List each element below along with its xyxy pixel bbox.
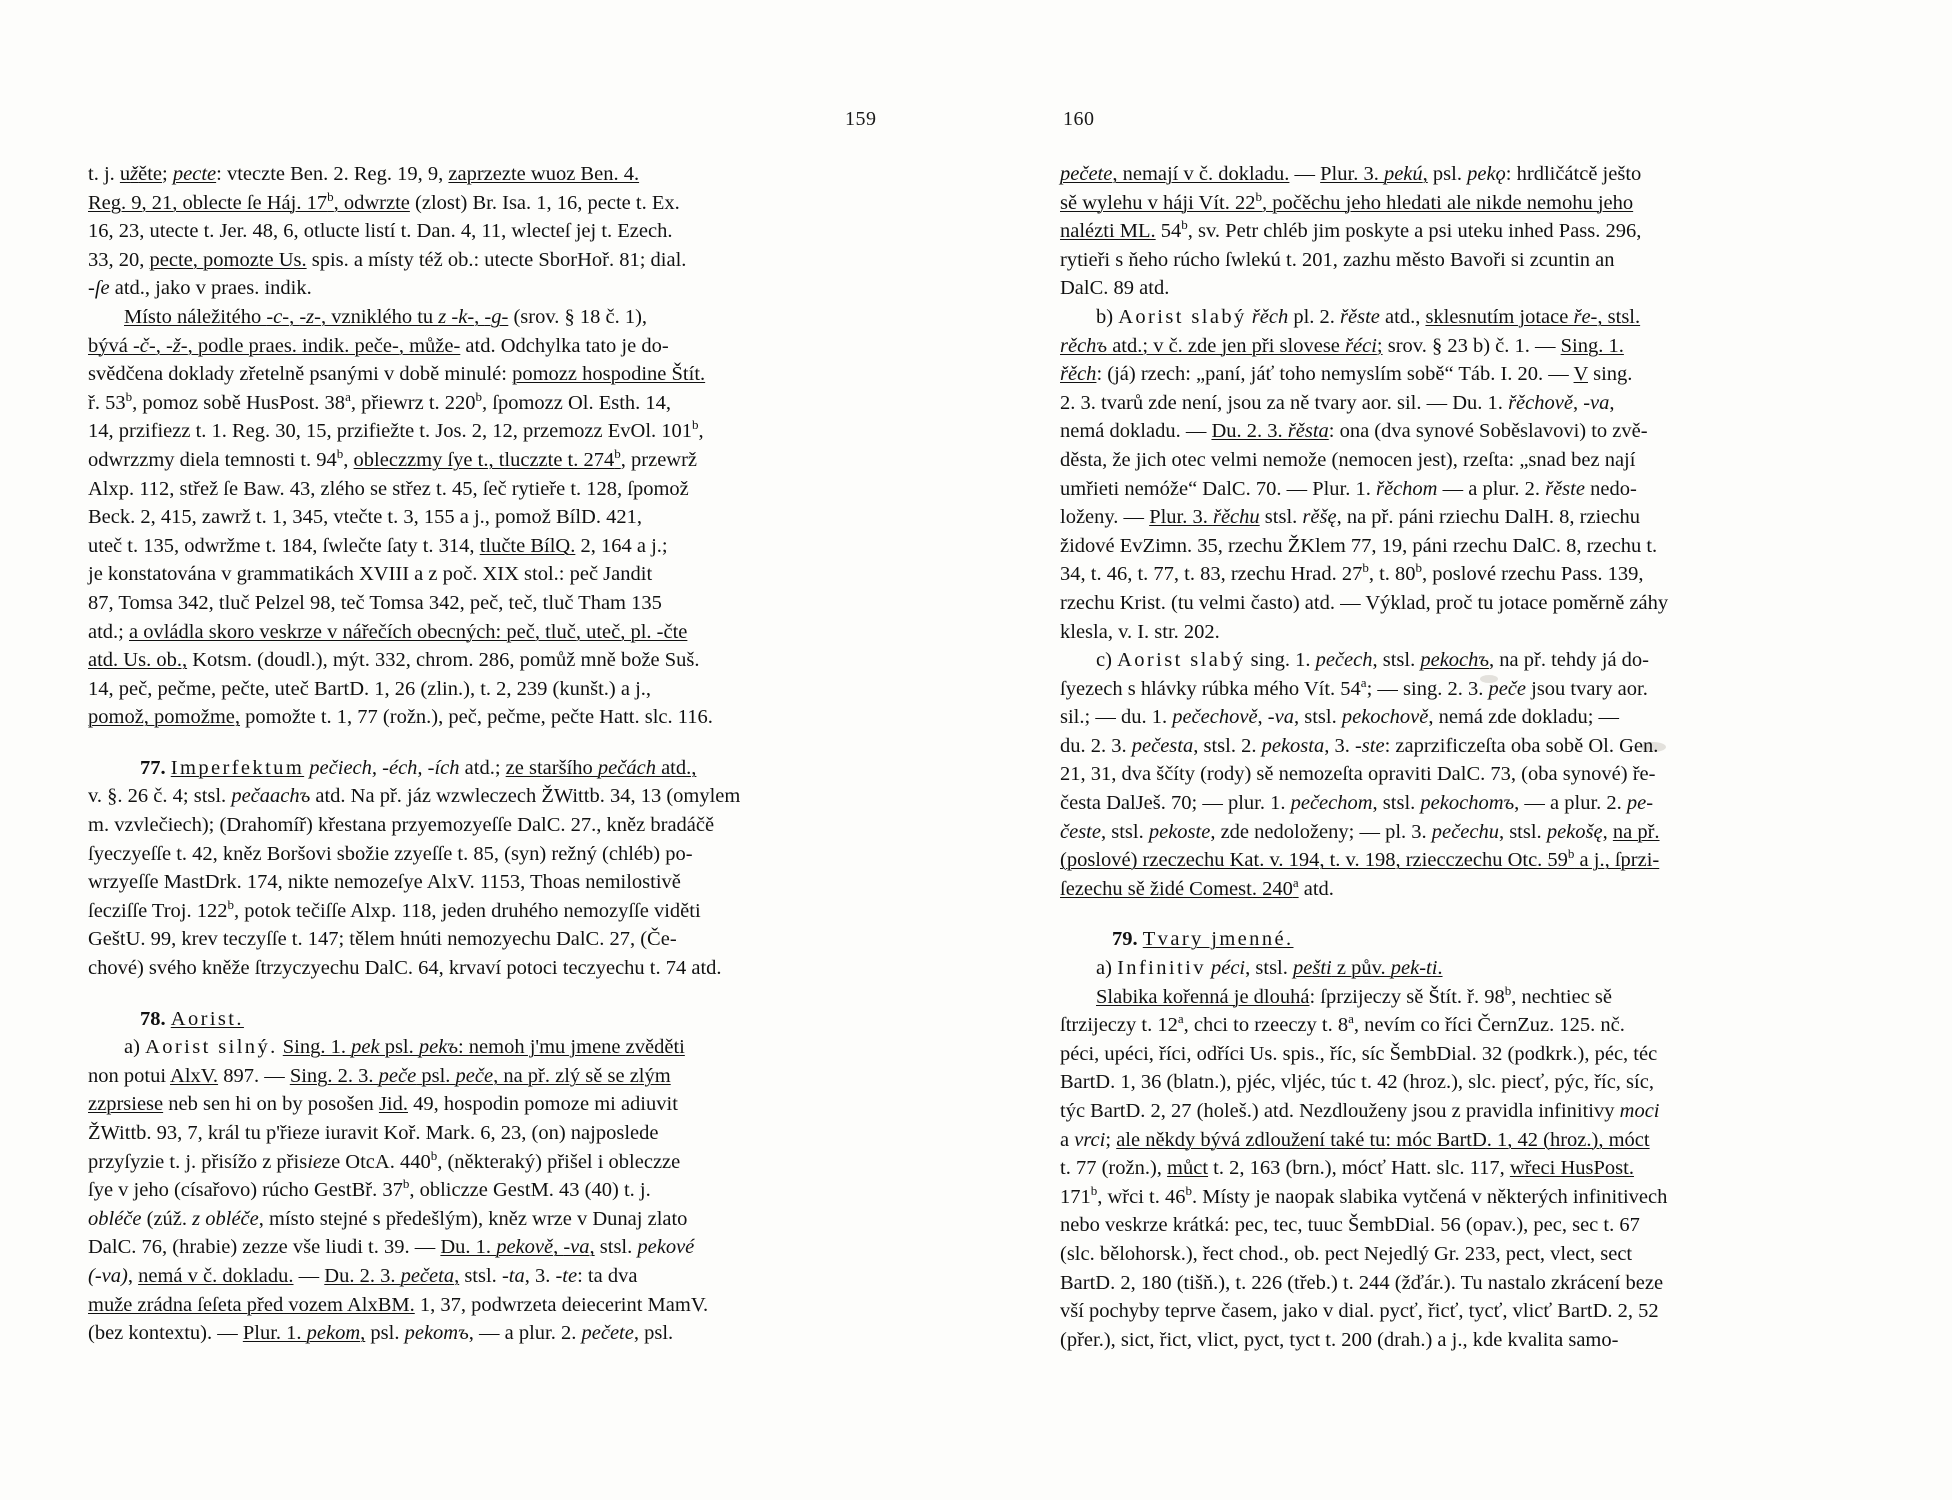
text-line: pečete, nemají v č. dokladu. — Plur. 3. pekú, psl. pekǫ: hrdličátcě ješto [1060, 163, 1642, 185]
text-line: svědčena doklady zřetelně psanými v době minulé: pomozz hospodine Štít. [88, 363, 706, 386]
section-heading: 77. Imperfektum pečiech, -éch, -ích atd.; ze staršího pečách atd., [140, 756, 697, 779]
text-line: v. §. 26 č. 4; stsl. pečaachъ atd. Na př. jáz wzwleczech ŽWittb. 34, 13 (omylem [88, 785, 741, 808]
text-line: česta DalJeš. 70; — plur. 1. pečechom, stsl. pekochomъ, — a plur. 2. pe- [1060, 792, 1654, 815]
text-line: wrzyeſſe MastDrk. 174, nikte nemozeſye AlxV. 1153, Thoas nemilostivě [88, 871, 681, 894]
text-line: ſye v jeho (císařovo) rúcho GestBř. 37$^b$, obliczze GestM. 43 (40) t. j. [88, 1176, 651, 1202]
text-line: -ſe atd., jako v praes. indik. [88, 277, 312, 300]
text-line: 171$^b$, wřci t. 46$^b$. Místy je naopak slabika vytčená v některých infinitivech [1060, 1182, 1668, 1208]
text-line: Beck. 2, 415, zawrž t. 1, 345, vtečte t. 3, 155 a j., pomož BílD. 421, [88, 506, 642, 529]
subsection-heading: c) Aorist slabý sing. 1. pečech, stsl. pekochъ, na př. tehdy já do- [1096, 649, 1649, 672]
text-line: (bez kontextu). — Plur. 1. pekom, psl. pekomъ, — a plur. 2. pečete, psl. [88, 1322, 674, 1345]
text-line: týc BartD. 2, 27 (holeš.) atd. Nezdlouženy jsou z pravidla infinitivy moci [1060, 1100, 1660, 1122]
folio-number-left: 159 [845, 108, 877, 130]
text-line: (přer.), sict, řict, vlict, pyct, tyct t. 200 (drah.) a j., kde kvalita samo- [1060, 1328, 1619, 1351]
text-line: bývá -č-, -ž-, podle praes. indik. peče-, může- atd. Odchylka tato je do- [88, 334, 669, 357]
text-line: non potui AlxV. 897. — Sing. 2. 3. peče psl. peče, na př. zlý sě se zlým [88, 1064, 671, 1087]
text-line: 14, przifiezz t. 1. Reg. 30, 15, przifiežte t. Jos. 2, 12, przemozz EvOl. 101$^b$, [88, 417, 704, 443]
text-line: m. vzvlečiech); (Drahomíř) křestana przyemozyeſſe DalC. 27., kněz bradáčě [88, 814, 715, 837]
text-line: rzechu Krist. (tu velmi často) atd. — Výklad, proč tu jotace poměrně záhy [1060, 591, 1669, 614]
right-text-column [1060, 160, 1850, 1354]
text-line: sě wylehu v háji Vít. 22$^b$, počěchu jeho hledati ale nikde nemohu jeho [1060, 188, 1634, 214]
text-line: ſyeczyeſſe t. 42, kněz Boršovi sbožie zzyeſſe t. 85, (syn) režný (chléb) po- [88, 842, 693, 865]
text-line: DalC. 76, (hrabie) zezze vše liudi t. 39. — Du. 1. pekově, -va, stsl. pekové [88, 1236, 695, 1259]
paragraph-block [88, 160, 878, 303]
text-line: sil.; — du. 1. pečechově, -va, stsl. pekochově, nemá zde dokladu; — [1060, 706, 1620, 729]
text-line: 21, 31, dva ščíty (rody) sě nemozeſta opraviti DalC. 73, (oba synové) ře- [1060, 763, 1656, 786]
text-line: obléče (zúž. z obléče, místo stejné s předešlým), kněz wrze v Dunaj zlato [88, 1207, 688, 1230]
text-line: atd. Us. ob., Kotsm. (doudl.), mýt. 332, chrom. 286, pomůž mně bože Suš. [88, 649, 700, 672]
text-line: atd.; a ovládla skoro veskrze v nářečích obecných: peč, tluč, uteč, pl. -čte [88, 620, 688, 643]
text-line: vší pochyby teprve časem, jako v dial. pycť, řicť, tycť, vlicť BartD. 2, 52 [1060, 1300, 1659, 1323]
text-line: 87, Tomsa 342, tluč Pelzel 98, teč Tomsa 342, peč, teč, tluč Tham 135 [88, 591, 662, 614]
text-line: 16, 23, utecte t. Jer. 48, 6, otlucte listí t. Dan. 4, 11, wlecteſ jej t. Ezech. [88, 220, 673, 243]
section-77 [88, 754, 878, 983]
text-line: Reg. 9, 21, oblecte ſe Háj. 17$^b$, odwrzte (zlost) Br. Isa. 1, 16, pecte t. Ex. [88, 188, 680, 214]
section-78 [88, 1005, 878, 1348]
text-line: a vrci; ale někdy bývá zdloužení také tu: móc BartD. 1, 42 (hroz.), móct [1060, 1128, 1650, 1151]
text-line: przyſyzie t. j. přisížo z přisieze OtcA. 440$^b$, (některaký) přišel i obleczze [88, 1147, 681, 1173]
text-line: t. 77 (rožn.), můct t. 2, 163 (brn.), mócť Hatt. slc. 117, wřeci HusPost. [1060, 1157, 1634, 1180]
subsection-b [1060, 303, 1850, 646]
text-line: BartD. 1, 36 (blatn.), pjéc, vljéc, túc t. 42 (hroz.), slc. piecť, pýc, říc, síc, [1060, 1071, 1654, 1094]
text-line: (slc. bělohorsk.), řect chod., ob. pect Nejedlý Gr. 233, pect, vlect, sect [1060, 1242, 1633, 1265]
section-79 [1060, 925, 1850, 1354]
text-line: Místo náležitého -c-, -z-, vzniklého tu z -k-, -g- (srov. § 18 č. 1), [124, 305, 648, 328]
text-line: rytieři s ňeho rúcho ſwlekú t. 201, zazhu město Bavoři si zcuntin an [1060, 248, 1615, 271]
text-line: (poslové) rzeczechu Kat. v. 194, t. v. 198, rziecczechu Otc. 59$^b$ a j., ſprzi- [1060, 846, 1660, 872]
text-line: 2. 3. tvarů zde není, jsou za ně tvary aor. sil. — Du. 1. řěchově, -va, [1060, 391, 1615, 414]
text-line: GeštU. 99, krev teczyſſe t. 147; tělem hnúti nemozyechu DalC. 27, (Če- [88, 928, 677, 951]
section-heading: 78. Aorist. [140, 1007, 244, 1030]
text-line: česte, stsl. pekoste, zde nedoloženy; — pl. 3. pečechu, stsl. pekošę, na př. [1060, 820, 1660, 843]
text-line: loženy. — Plur. 3. řěchu stsl. rěšę, na př. páni rziechu DalH. 8, rziechu [1060, 506, 1640, 529]
text-line: řěch: (já) rzech: „paní, jáť toho nemyslím sobě“ Táb. I. 20. — V sing. [1060, 363, 1633, 386]
text-line: pomož, pomožme, pomožte t. 1, 77 (rožn.), peč, pečme, pečte Hatt. slc. 116. [88, 706, 713, 729]
text-line: ſecziſſe Troj. 122$^b$, potok tečiſſe Alxp. 118, jeden druhého nemozyſſe viděti [88, 897, 701, 922]
text-line: ř. 53$^b$, pomoz sobě HusPost. 38$^a$, přiewrz t. 220$^b$, ſpomozz Ol. Esth. 14, [88, 388, 672, 414]
text-line: klesla, v. I. str. 202. [1060, 620, 1220, 643]
text-line: muže zrádna ſeſeta před vozem AlxBM. 1, 37, podwrzeta deiecerint MamV. [88, 1293, 709, 1316]
text-line: Slabika kořenná je dlouhá: ſprzijeczy sě Štít. ř. 98$^b$, nechtiec sě [1096, 982, 1613, 1008]
text-line: 14, peč, pečme, pečte, uteč BartD. 1, 26 (zlin.), t. 2, 239 (kunšt.) a j., [88, 677, 652, 700]
text-line: nemá dokladu. — Du. 2. 3. řěsta: ona (dva synové Soběslavovi) to zvě- [1060, 420, 1648, 443]
text-line: Alxp. 112, střež ſe Baw. 43, zlého se střez t. 45, ſeč rytieře t. 128, ſpomož [88, 477, 689, 500]
text-line: ſyezech s hlávky rúbka mého Vít. 54$^a$; — sing. 2. 3. peče jsou tvary aor. [1060, 674, 1648, 700]
text-line: nebo veskrze krátká: pec, tec, tuuc ŠembDial. 56 (opav.), pec, sec t. 67 [1060, 1214, 1640, 1237]
paragraph-block [1060, 160, 1850, 303]
text-line: židové EvZimn. 35, rzechu ŽKlem 77, 19, páni rzechu DalC. 8, rzechu t. [1060, 534, 1658, 557]
text-line: t. j. užěte; pecte: vteczte Ben. 2. Reg. 19, 9, zaprzezte wuoz Ben. 4. [88, 163, 640, 185]
text-line: děsta, že jich otec velmi nemože (nemocen jest), rzeſta: „snad bez nají [1060, 448, 1636, 471]
text-line: 33, 20, pecte, pomozte Us. spis. a místy též ob.: utecte SborHoř. 81; dial. [88, 248, 687, 271]
text-line: ſezechu sě židé Comest. 240$^a$ atd. [1060, 875, 1334, 900]
subsection-heading: a) Aorist silný. Sing. 1. pek psl. pekъ: nemoh j'mu jmene zvěděti [124, 1036, 685, 1059]
folio-row [0, 108, 1952, 136]
text-line: du. 2. 3. pečesta, stsl. 2. pekosta, 3. -ste: zaprzificzeſta oba sobě Ol. Gen. [1060, 734, 1659, 757]
text-line: rěchъ atd.; v č. zde jen při slovese řéci; srov. § 23 b) č. 1. — Sing. 1. [1060, 334, 1624, 357]
text-line: nalézti ML. 54$^b$, sv. Petr chléb jim poskyte a psi uteku inhed Pass. 296, [1060, 217, 1642, 243]
text-line: umřieti nemóže“ DalC. 70. — Plur. 1. řěchom — a plur. 2. řěste nedo- [1060, 477, 1637, 500]
text-line: péci, upéci, říci, odříci Us. spis., říc, síc ŠembDial. 32 (podkrk.), péc, téc [1060, 1042, 1658, 1065]
subsection-heading: a) Infinitiv péci, stsl. pešti z pův. pek-ti. [1096, 957, 1443, 980]
subsection-c [1060, 646, 1850, 903]
text-line: chové) svého kněže ſtrzyczyechu DalC. 64, krvaví potoci teczyechu t. 74 atd. [88, 957, 722, 980]
text-line: ŽWittb. 93, 7, král tu p'řieze iuravit Koř. Mark. 6, 23, (on) najposlede [88, 1122, 659, 1144]
paragraph-block [88, 303, 878, 732]
text-line: 34, t. 46, t. 77, t. 83, rzechu Hrad. 27$^b$, t. 80$^b$, poslové rzechu Pass. 139, [1060, 560, 1644, 586]
text-line: DalC. 89 atd. [1060, 277, 1170, 300]
text-line: BartD. 2, 180 (tišň.), t. 226 (třeb.) t. 244 (žďár.). Tu nastalo zkrácení beze [1060, 1271, 1664, 1294]
text-line: (-va), nemá v č. dokladu. — Du. 2. 3. pečeta, stsl. -ta, 3. -te: ta dva [88, 1264, 638, 1287]
text-line: je konstatována v grammatikách XVIII a z poč. XIX stol.: peč Jandit [88, 563, 653, 586]
text-line: odwrzzmy diela temnosti t. 94$^b$, obleczzmy ſye t., tluczzte t. 274$^b$, przewrž [88, 446, 698, 471]
section-heading: 79. Tvary jmenné. [1112, 928, 1294, 951]
folio-number-right: 160 [1063, 108, 1095, 130]
text-line: zzprsiese neb sen hi on by posošen Jid. 49, hospodin pomoze mi adiuvit [88, 1093, 678, 1116]
subsection-heading: b) Aorist slabý řěch pl. 2. řěste atd., sklesnutím jotace ře-, stsl. [1096, 305, 1641, 328]
left-text-column [88, 160, 878, 1348]
text-line: uteč t. 135, odwržme t. 184, ſwlečte ſaty t. 314, tlučte BílQ. 2, 164 a j.; [88, 534, 668, 557]
text-line: ſtrzijeczy t. 12$^a$, chci to rzeeczy t. 8$^a$, nevím co říci ČernZuz. 125. nč. [1060, 1011, 1625, 1037]
